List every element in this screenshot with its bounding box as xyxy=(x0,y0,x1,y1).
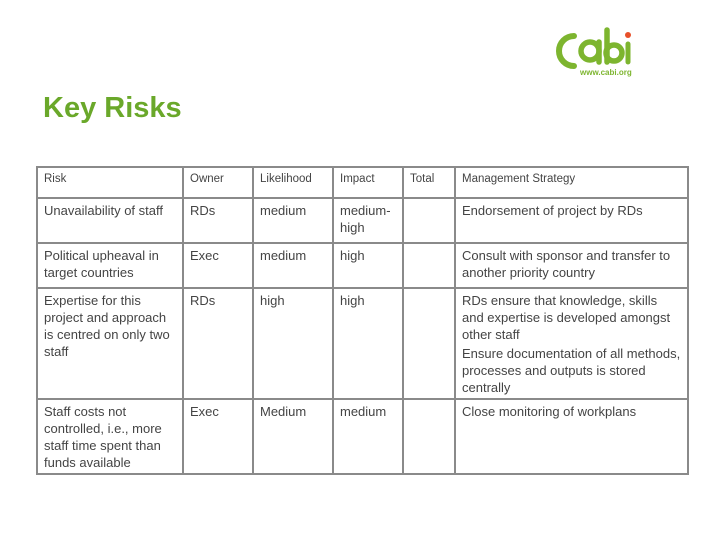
cell-strategy xyxy=(455,243,688,288)
cell-impact: medium xyxy=(333,399,403,474)
cell-risk: Staff costs not controlled, i.e., more staff time spent than funds available xyxy=(37,399,183,474)
header-total: Total xyxy=(403,167,455,198)
cell-likelihood: Medium xyxy=(253,399,333,474)
cell-likelihood: high xyxy=(253,288,333,399)
header-impact: Impact xyxy=(333,167,403,198)
cell-strategy xyxy=(455,198,688,243)
header-management-strategy: Management Strategy xyxy=(455,167,688,198)
logo-url: www.cabi.org xyxy=(580,68,632,77)
cell-risk: Unavailability of staff xyxy=(37,198,183,243)
cell-owner: RDs xyxy=(183,288,253,399)
cell-impact: high xyxy=(333,288,403,399)
table-row xyxy=(37,198,688,243)
page-title: Key Risks xyxy=(43,92,182,124)
cell-impact: medium-high xyxy=(333,198,403,243)
cell-impact: high xyxy=(333,243,403,288)
cabi-logo xyxy=(556,26,686,86)
strategy-line: Ensure documentation of all methods, processes and outputs is stored centrally xyxy=(462,346,681,395)
cell-strategy xyxy=(455,288,688,399)
strategy-line: RDs ensure that knowledge, skills and expertise is developed amongst other staff xyxy=(462,293,671,342)
cell-total xyxy=(403,198,455,243)
strategy-line: Close monitoring of workplans xyxy=(462,404,637,419)
cabi-logo-mark xyxy=(556,26,686,86)
table-row xyxy=(37,243,688,288)
cell-total xyxy=(403,243,455,288)
table-row xyxy=(37,399,688,474)
cell-risk: Expertise for this project and approach is centred on only two staff xyxy=(37,288,183,399)
header-likelihood: Likelihood xyxy=(253,167,333,198)
strategy-line: Endorsement of project by RDs xyxy=(462,203,643,218)
header-row xyxy=(37,167,688,198)
cell-owner: Exec xyxy=(183,399,253,474)
cell-owner: Exec xyxy=(183,243,253,288)
risk-table xyxy=(36,166,689,475)
header-risk: Risk xyxy=(37,167,183,198)
cell-total xyxy=(403,288,455,399)
cell-owner: RDs xyxy=(183,198,253,243)
cell-likelihood: medium xyxy=(253,198,333,243)
table-row xyxy=(37,288,688,399)
cell-strategy xyxy=(455,399,688,474)
cell-total xyxy=(403,399,455,474)
cell-risk: Political upheaval in target countries xyxy=(37,243,183,288)
header-owner: Owner xyxy=(183,167,253,198)
cell-likelihood: medium xyxy=(253,243,333,288)
strategy-line: Consult with sponsor and transfer to another priority country xyxy=(462,248,671,280)
